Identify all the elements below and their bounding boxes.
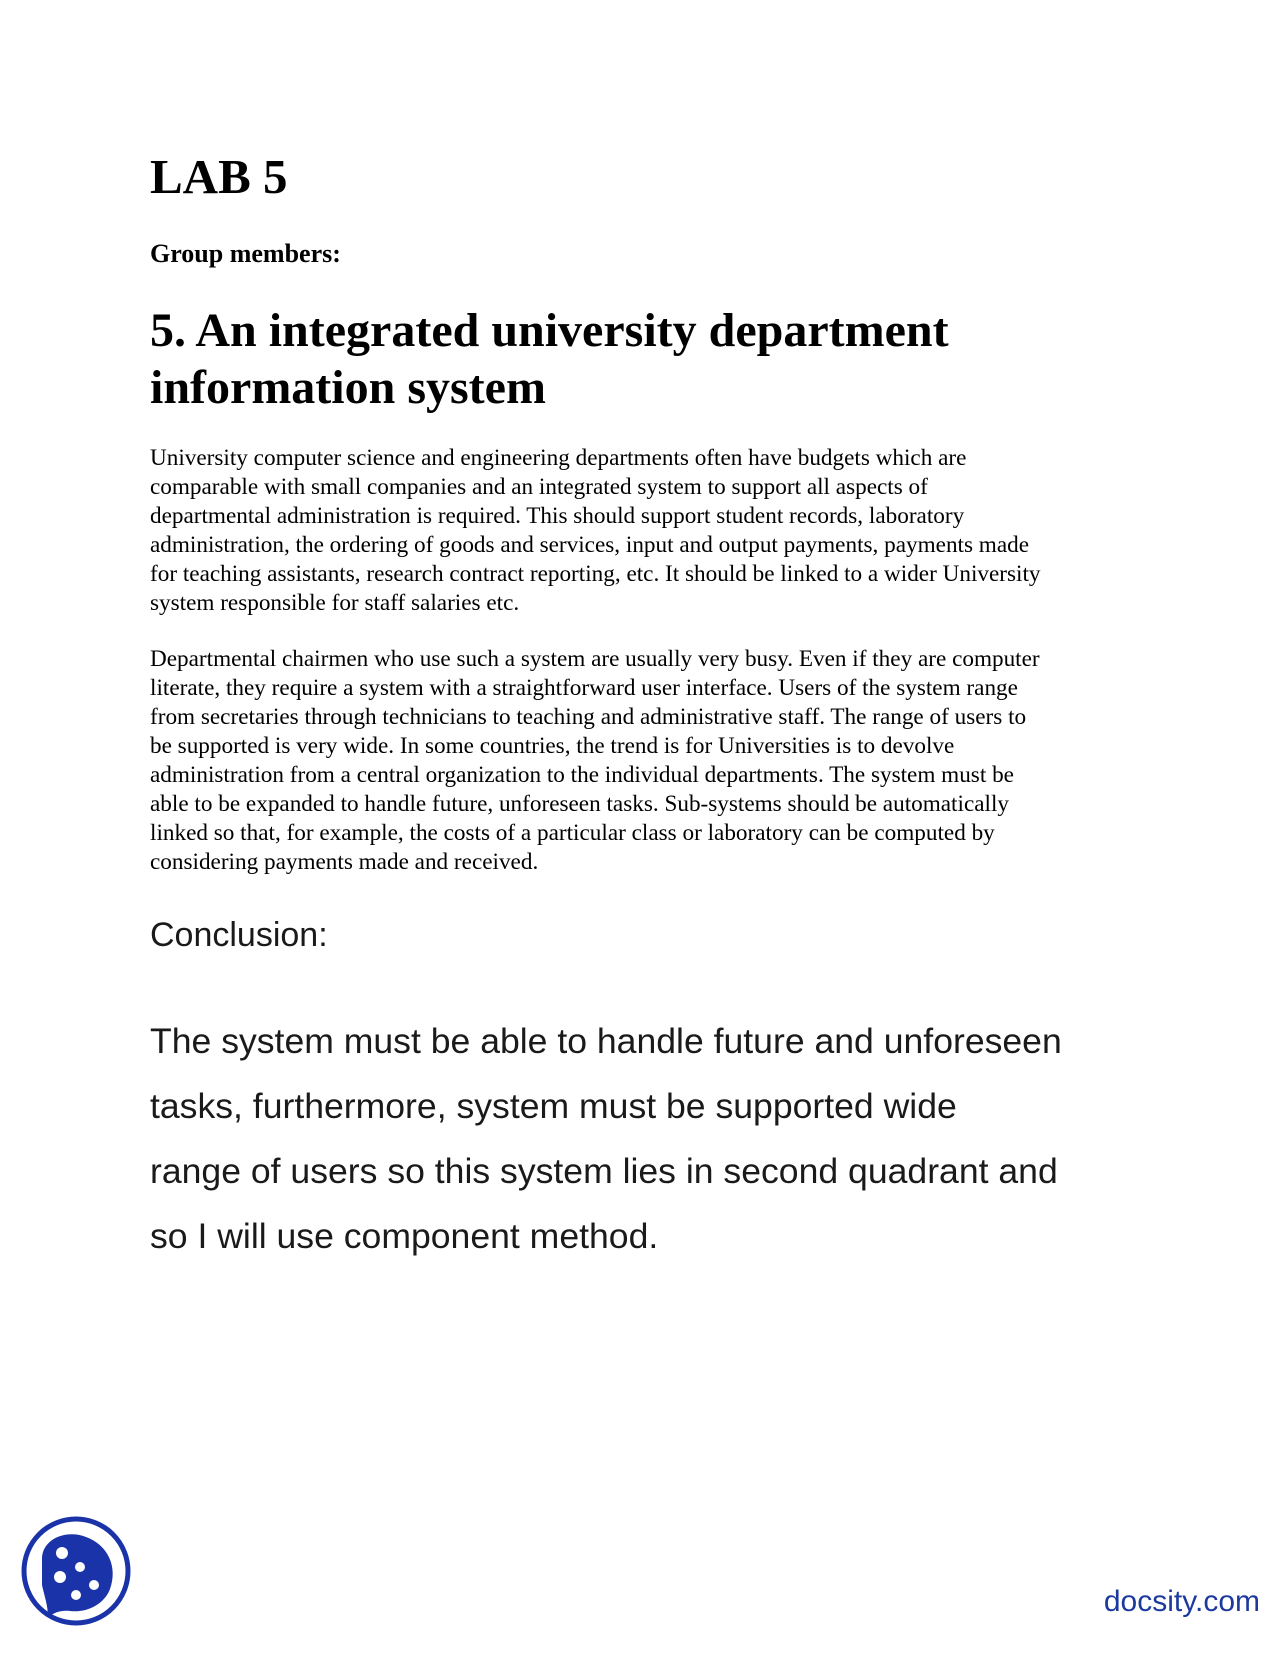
conclusion-heading: Conclusion: [150, 916, 328, 954]
brand-text[interactable]: docsity.com [1103, 1585, 1260, 1618]
conclusion-text: The system must be able to handle future and unforeseen tasks, furthermore, system must be supported wide range of users so this system lies in second quadrant and so I will use component method. [150, 1021, 1062, 1256]
section-title [150, 302, 1150, 416]
paragraph-1: University computer science and engineering departments often have budgets which are comparable with small companies and an integrated system to support all aspects of departmental administration is required. This should support student records, laboratory administration, the ordering of goods and services, input and output payments, payments made for teaching assistants, research contract reporting, etc. It should be linked to a wider University system responsible for staff salaries etc. [150, 445, 1041, 616]
lab-title: LAB 5 [150, 149, 288, 204]
paragraph-2: Departmental chairmen who use such a system are usually very busy. Even if they are computer literate, they require a system with a straightforward user interface. Users of the system range from secretaries through technicians to teaching and administrative staff. The range of users to be supported is very wide. In some countries, the trend is for Universities is to devolve administration from a central organization to the individual departments. The system must be able to be expanded to handle future, unforeseen tasks. Sub-systems should be automatically linked so that, for example, the costs of a particular class or laboratory can be computed by considering payments made and received. [150, 646, 1040, 875]
section-title-line-1: 5. An integrated university department [150, 304, 949, 357]
section-title-line-2: information system [150, 361, 546, 414]
docsity-logo-icon[interactable] [20, 1515, 132, 1627]
docsity-logo-graphic [20, 1515, 132, 1627]
group-members-label: Group members: [150, 239, 341, 268]
